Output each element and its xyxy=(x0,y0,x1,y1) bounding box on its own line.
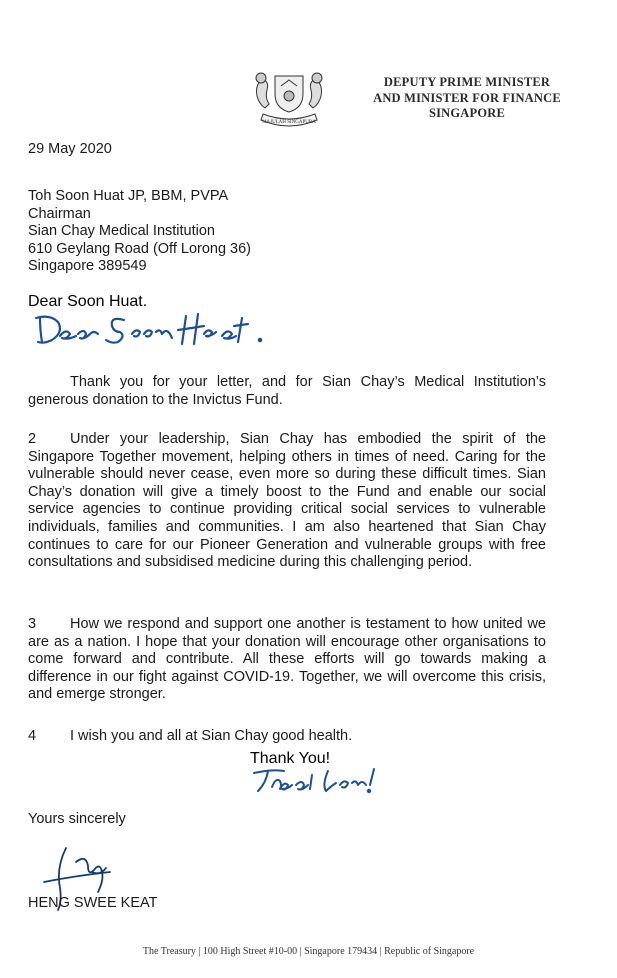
recipient-street: 610 Geylang Road (Off Lorong 36) xyxy=(28,240,252,257)
signatory-name: HENG SWEE KEAT xyxy=(28,895,158,911)
footer-address: The Treasury | 100 High Street #10-00 | Singapore 179434 | Republic of Singapore xyxy=(142,946,475,957)
paragraph-2-number: 2 xyxy=(28,431,37,447)
paragraph-4 xyxy=(28,728,546,746)
letter-date: 29 May 2020 xyxy=(28,141,112,157)
crest-motto: MAJULAH SINGAPURA xyxy=(262,120,316,125)
paragraph-3-number: 3 xyxy=(28,616,37,632)
singapore-crest-icon xyxy=(247,66,331,130)
paragraph-1 xyxy=(28,374,546,409)
letterhead-line-1: DEPUTY PRIME MINISTER xyxy=(383,75,551,89)
recipient-address xyxy=(28,188,251,276)
letterhead-title xyxy=(362,75,572,122)
handwritten-thanks xyxy=(250,750,380,797)
greeting-text: Dear Soon Huat. xyxy=(28,293,148,310)
paragraph-4-text: I wish you and all at Sian Chay good health. xyxy=(70,728,353,744)
paragraph-4-number: 4 xyxy=(28,728,37,744)
recipient-organisation: Sian Chay Medical Institution xyxy=(28,223,215,240)
thanks-text: Thank You! xyxy=(250,750,331,767)
letterhead-line-2: AND MINISTER FOR FINANCE xyxy=(373,90,561,105)
paragraph-3-text: How we respond and support one another is testament to how united we are as a nation. I hope that your donation will encourage other organisations to come forward and contribute. All these efforts will go towards making a difference in our fight against COVID-19. Together, we will overcome this crisis, and emerge stronger. xyxy=(28,616,546,703)
closing: Yours sincerely xyxy=(28,811,126,827)
recipient-title: Chairman xyxy=(28,205,91,222)
paragraph-2-text: Under your leadership, Sian Chay has embodied the spirit of the Singapore Together movement, helping others in times of need. Caring for the vulnerable should never cease, even more so during these difficult times. Sian Chay’s donation will give a timely boost to the Fund and enable our social service agencies to continue providing critical social services to vulnerable individuals, families and communities. I am also heartened that Sian Chay continues to care for our Pioneer Generation and vulnerable groups with free consultations and subsidised medicine during this challenging period. xyxy=(28,431,546,571)
handwritten-greeting xyxy=(28,293,268,350)
paragraph-2 xyxy=(28,431,546,572)
paragraph-3 xyxy=(28,616,546,704)
paragraph-1-text: Thank you for your letter, and for Sian Chay’s Medical Institution’s generous donation to the Invictus Fund. xyxy=(28,374,546,408)
recipient-name: Toh Soon Huat JP, BBM, PVPA xyxy=(28,188,229,204)
recipient-postal: Singapore 389549 xyxy=(28,258,147,275)
letterhead-line-3: SINGAPORE xyxy=(428,106,506,120)
